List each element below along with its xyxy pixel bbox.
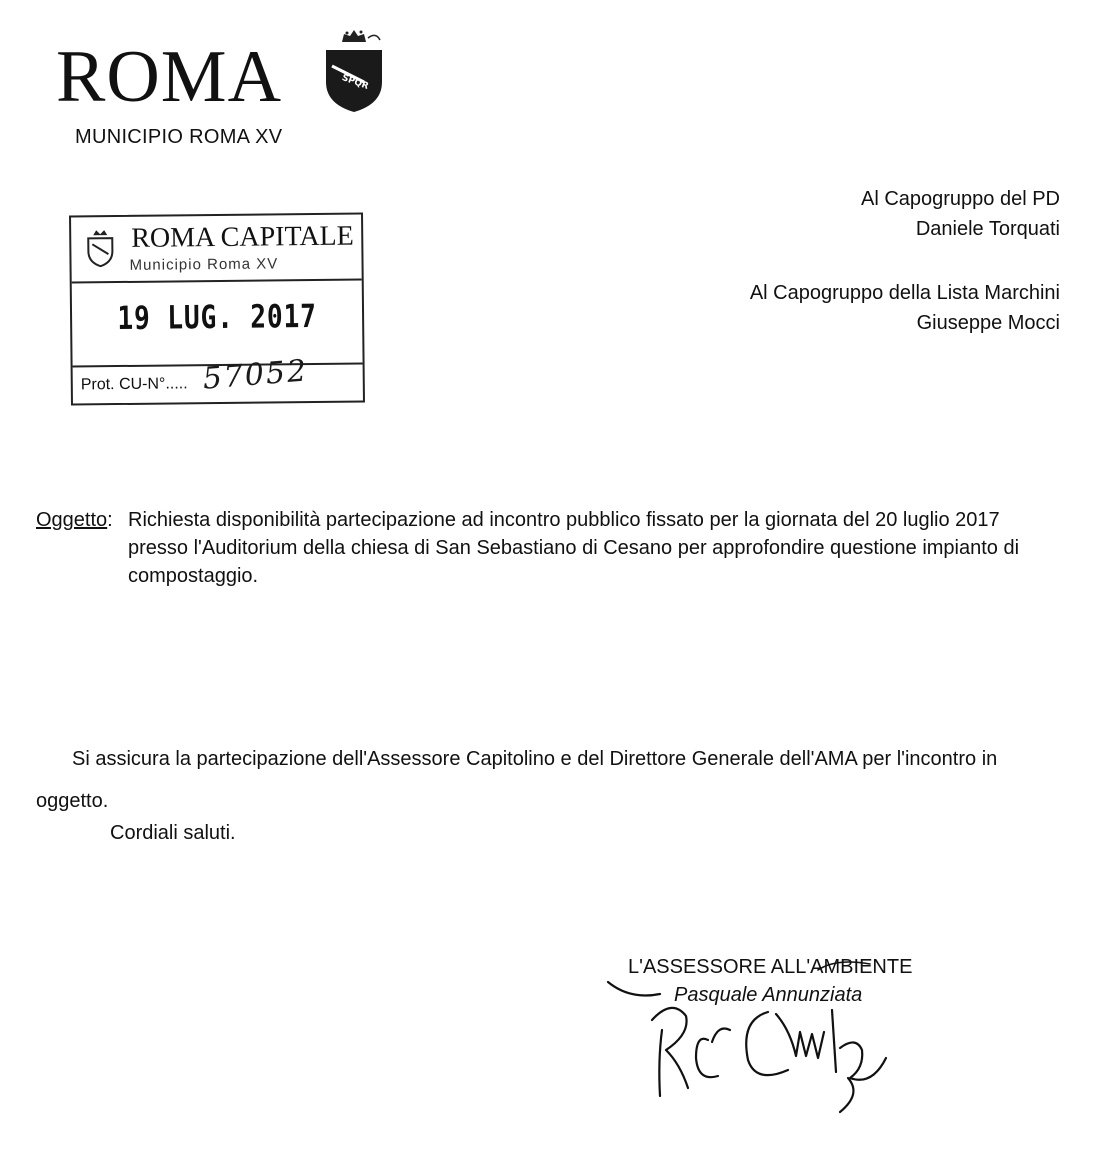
stamp-protocol-row	[73, 353, 363, 401]
stamp-title: ROMA CAPITALE	[131, 220, 354, 254]
signatory-name: Pasquale Annunziata	[674, 984, 863, 1006]
roma-logo-wordmark: ROMA	[56, 36, 283, 118]
stamp-subtitle: Municipio Roma XV	[129, 255, 279, 274]
recipient-1-name: Daniele Torquati	[915, 218, 1060, 240]
protocol-stamp	[69, 212, 365, 405]
stamp-crest-icon	[85, 229, 115, 267]
closing-salutation: Cordiali saluti.	[110, 822, 236, 844]
roma-crest-icon	[320, 30, 388, 114]
signatory-title: L'ASSESSORE ALL'AMBIENTE	[628, 956, 913, 978]
stamp-date: 19 LUG. 2017	[117, 296, 317, 338]
stamp-date-row	[72, 278, 363, 367]
municipio-label: MUNICIPIO ROMA XV	[75, 126, 283, 148]
stamp-header	[71, 214, 362, 283]
recipients-block	[750, 184, 1060, 338]
recipient-2-name: Giuseppe Mocci	[916, 312, 1060, 334]
subject-label: Oggetto	[36, 509, 108, 531]
recipient-1-role: Al Capogruppo del PD	[860, 188, 1060, 210]
protocol-number: 57052	[201, 353, 310, 397]
body-paragraph: Si assicura la partecipazione dell'Assessore Capitolino e del Direttore Generale dell'AMA per l'incontro in oggetto.	[36, 748, 998, 812]
subject-colon: :	[107, 509, 113, 531]
recipient-2-role: Al Capogruppo della Lista Marchini	[749, 282, 1060, 304]
handwritten-signature	[600, 960, 900, 1120]
protocol-label: Prot. CU-N°.....	[80, 375, 188, 394]
subject-text: Richiesta disponibilità partecipazione ad incontro pubblico fissato per la giornata del 20 luglio 2017 presso l'Auditorium della chiesa di San Sebastiano di Cesano per approfondire questione impianto di compostaggio.	[128, 509, 1020, 587]
svg-text:SPQR: SPQR	[340, 73, 370, 92]
subject-block	[36, 506, 1056, 590]
